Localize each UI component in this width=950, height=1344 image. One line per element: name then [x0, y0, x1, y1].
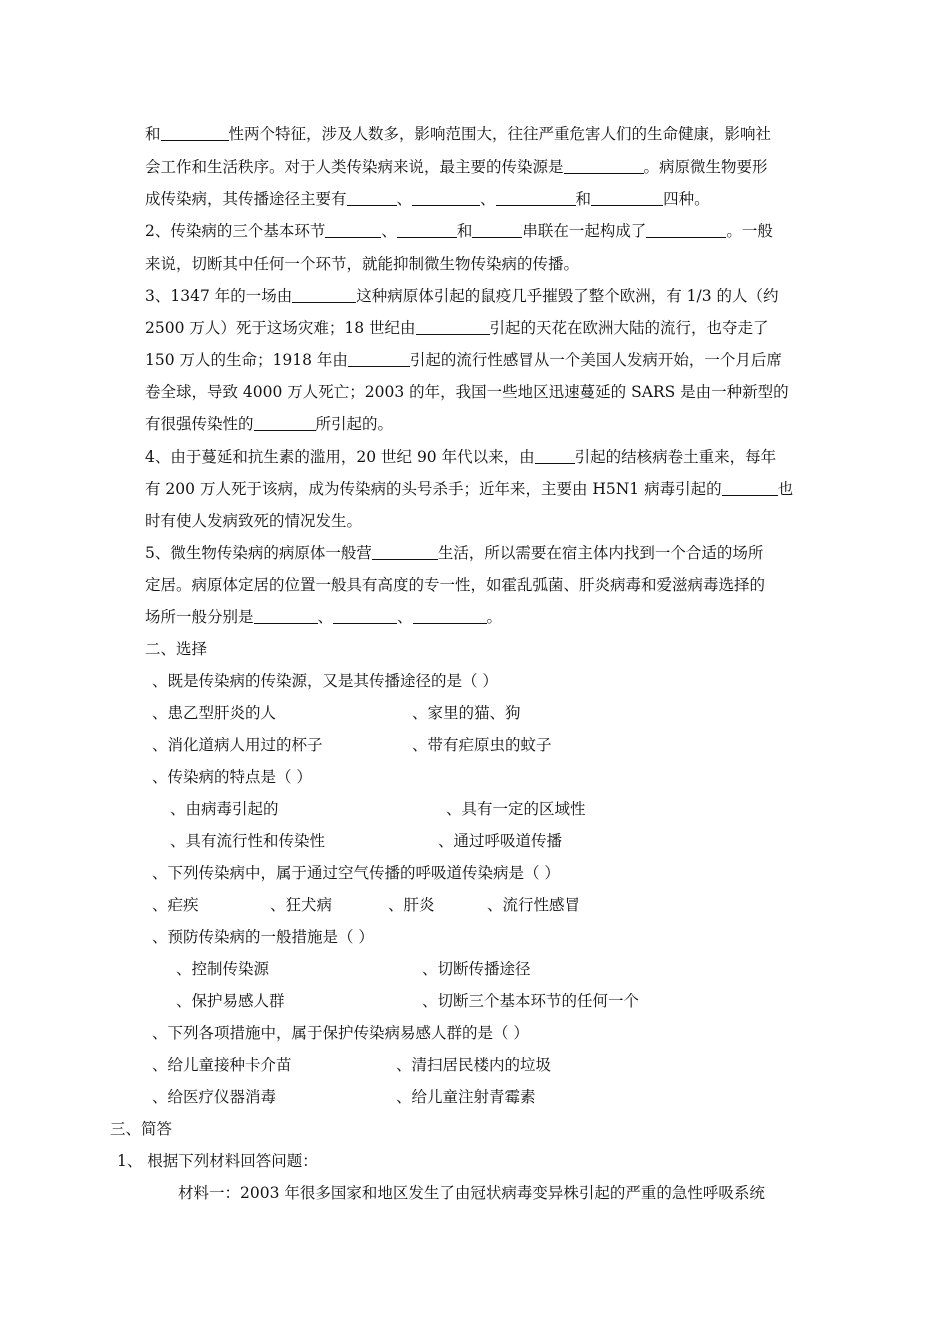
- answer-blank[interactable]: [535, 449, 575, 464]
- text-line: 有 200 万人死于该病，成为传染病的头号杀手；近年来，主要由 H5N1 病毒引起的 也: [145, 480, 794, 498]
- option-d[interactable]: 、给儿童注射青霉素: [396, 1088, 536, 1106]
- question-stem: 、既是传染病的传染源，又是其传播途径的是（ ）: [152, 672, 498, 690]
- answer-blank[interactable]: [397, 223, 457, 238]
- option-b[interactable]: 、清扫居民楼内的垃圾: [396, 1056, 552, 1074]
- option-c[interactable]: 、肝炎: [388, 896, 435, 914]
- answer-blank[interactable]: [161, 126, 229, 141]
- option-a[interactable]: 、患乙型肝炎的人: [152, 704, 277, 722]
- answer-blank[interactable]: [496, 191, 576, 206]
- question-stem: 、下列传染病中，属于通过空气传播的呼吸道传染病是（ ）: [152, 864, 560, 882]
- answer-blank[interactable]: [416, 320, 490, 335]
- text-line: 和 性两个特征，涉及人数多，影响范围大，往往严重危害人们的生命健康，影响社: [145, 125, 772, 143]
- answer-blank[interactable]: [413, 609, 487, 624]
- answer-blank[interactable]: [254, 609, 318, 624]
- option-d[interactable]: 、切断三个基本环节的任何一个: [422, 992, 640, 1010]
- text-line: 有很强传染性的 所引起的。: [145, 415, 394, 433]
- option-b[interactable]: 、具有一定的区域性: [446, 800, 586, 818]
- text-line: 时有使人发病致死的情况发生。: [145, 512, 363, 530]
- text-line: 来说，切断其中任何一个环节，就能抑制微生物传染病的传播。: [145, 255, 580, 273]
- text-line: 定居。病原体定居的位置一般具有高度的专一性，如霍乱弧菌、肝炎病毒和爱滋病毒选择的: [145, 576, 766, 594]
- section-title-short-answer: 三、简答: [110, 1120, 173, 1138]
- option-a[interactable]: 、控制传染源: [176, 960, 270, 978]
- text-line: 4、由于蔓延和抗生素的滥用，20 世纪 90 年代以来，由 引起的结核病卷土重来，每年: [145, 448, 777, 466]
- answer-blank[interactable]: [254, 416, 316, 431]
- answer-blank[interactable]: [372, 545, 438, 560]
- text-line: 卷全球，导致 4000 万人死亡；2003 的年，我国一些地区迅速蔓延的 SARS 是由一种新型的: [145, 383, 789, 401]
- text-line: 150 万人的生命；1918 年由 引起的流行性感冒从一个美国人发病开始，一个月后席: [145, 351, 782, 369]
- option-d[interactable]: 、通过呼吸道传播: [438, 832, 563, 850]
- option-c[interactable]: 、保护易感人群: [176, 992, 285, 1010]
- answer-blank[interactable]: [722, 481, 778, 496]
- answer-blank[interactable]: [646, 223, 726, 238]
- answer-blank[interactable]: [347, 191, 397, 206]
- answer-blank[interactable]: [564, 159, 644, 174]
- text-line: 2、传染病的三个基本环节 、 和 串联在一起构成了 。一般: [145, 222, 773, 240]
- option-b[interactable]: 、切断传播途径: [422, 960, 531, 978]
- option-d[interactable]: 、流行性感冒: [487, 896, 581, 914]
- option-b[interactable]: 、家里的猫、狗: [412, 704, 521, 722]
- question-stem: 、下列各项措施中，属于保护传染病易感人群的是（ ）: [152, 1024, 529, 1042]
- option-d[interactable]: 、带有疟原虫的蚊子: [412, 736, 552, 754]
- text-line: 会工作和生活秩序。对于人类传染病来说，最主要的传染源是 。病原微生物要形: [145, 158, 768, 176]
- question-stem: 1、 根据下列材料回答问题：: [117, 1152, 318, 1170]
- answer-blank[interactable]: [591, 191, 663, 206]
- text-line: 3、1347 年的一场由 这种病原体引起的鼠疫几乎摧毁了整个欧洲，有 1/3 的人（约: [145, 287, 779, 305]
- option-c[interactable]: 、具有流行性和传染性: [170, 832, 326, 850]
- material-text: 材料一：2003 年很多国家和地区发生了由冠状病毒变异株引起的严重的急性呼吸系统: [178, 1184, 765, 1202]
- text-line: 5、微生物传染病的病原体一般营 生活，所以需要在宿主体内找到一个合适的场所: [145, 544, 764, 562]
- option-a[interactable]: 、疟疾: [152, 896, 199, 914]
- text-line: 2500 万人）死于这场灾难；18 世纪由 引起的天花在欧洲大陆的流行，也夺走了: [145, 319, 769, 337]
- option-c[interactable]: 、消化道病人用过的杯子: [152, 736, 323, 754]
- section-title-choice: 二、选择: [145, 640, 208, 658]
- answer-blank[interactable]: [472, 223, 522, 238]
- text-line: 成传染病，其传播途径主要有 、 、 和 四种。: [145, 190, 710, 208]
- question-stem: 、传染病的特点是（ ）: [152, 768, 312, 786]
- text-line: 场所一般分别是 、 、 。: [145, 608, 503, 626]
- answer-blank[interactable]: [333, 609, 397, 624]
- option-b[interactable]: 、狂犬病: [270, 896, 333, 914]
- option-c[interactable]: 、给医疗仪器消毒: [152, 1088, 277, 1106]
- answer-blank[interactable]: [292, 288, 356, 303]
- option-a[interactable]: 、给儿童接种卡介苗: [152, 1056, 292, 1074]
- option-a[interactable]: 、由病毒引起的: [170, 800, 279, 818]
- question-stem: 、预防传染病的一般措施是（ ）: [152, 928, 374, 946]
- answer-blank[interactable]: [412, 191, 480, 206]
- answer-blank[interactable]: [348, 352, 410, 367]
- answer-blank[interactable]: [325, 223, 381, 238]
